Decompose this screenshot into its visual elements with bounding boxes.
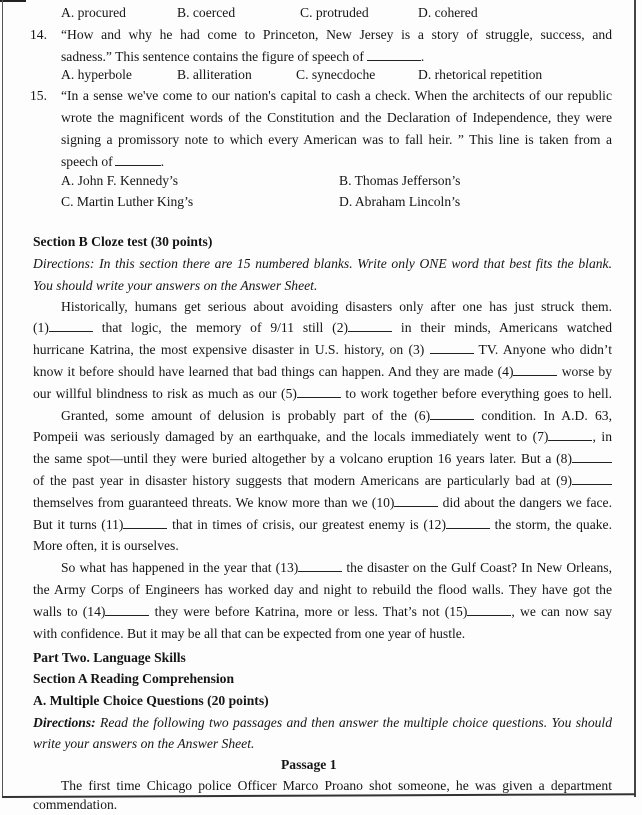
option-d: D. cohered: [418, 5, 478, 20]
question-text-cont: [61, 154, 164, 170]
question-number: 15.: [30, 88, 47, 103]
option-a: A. John F. Kennedy’s: [61, 173, 179, 188]
subsection-title: A. Multiple Choice Questions (20 points): [33, 693, 269, 708]
section-directions: You should write your answers on the Answer Sheet.: [33, 278, 318, 293]
directions-text: Read the following two passages and then answer the multiple choice questions. You should: [95, 715, 612, 730]
question-text: “In a sense we've come to our nation's capital to cash a check. When the architects of our republic: [61, 88, 612, 103]
directions: [33, 715, 612, 731]
page-border-right: [634, 0, 636, 797]
cloze-line: the Army Corps of Engineers has worked day and night to rebuild the flood walls. They have got the: [33, 582, 612, 597]
option-c: C. Martin Luther King’s: [61, 194, 194, 209]
cloze-line: Historically, humans get serious about avoiding disasters only after one has just struck them.: [61, 299, 612, 314]
scan-edge-mark: [0, 0, 26, 2]
cloze-line: But it turns (11) that in times of crisis, our greatest enemy is (12) the storm, the quake.: [33, 517, 612, 532]
question-number: 14.: [30, 27, 47, 42]
cloze-line: (1) that logic, the memory of 9/11 still (2) in their minds, Americans watched: [33, 320, 613, 335]
option-a: A. procured: [61, 5, 126, 20]
option-b: B. alliteration: [177, 67, 252, 82]
part-title: Part Two. Language Skills: [33, 650, 186, 665]
cloze-line: know it before should have learned that bad things can happen. And they are made (4) worse by: [33, 364, 612, 379]
period: .: [420, 49, 425, 64]
cloze-line: our willful blindness to risk as much as our (5) to work together before everything goes to hell.: [33, 386, 613, 401]
cloze-line: themselves from guaranteed threats. We know more than we (10) did about the dangers we face.: [33, 495, 612, 510]
option-c: C. protruded: [300, 5, 369, 20]
section-title: Section B Cloze test (30 points): [33, 234, 213, 249]
passage-text: The first time Chicago police Officer Marco Proano shot someone, he was given a department: [61, 778, 612, 793]
cloze-line: walls to (14) they were before Katrina, more or less. That’s not (15) , we can now say: [33, 604, 613, 619]
cloze-line: Pompeii was seriously damaged by an earthquake, and the locals immediately went to (7) , in: [33, 429, 612, 444]
question-text: signing a promissory note to which every American was to fall heir. ” This line is taken from a: [61, 132, 612, 147]
question-text: sadness.” This sentence contains the figure of speech of: [61, 49, 364, 64]
cloze-line: the same spot—until they were buried altogether by a volcano eruption 16 years later. But a (8): [33, 451, 612, 467]
option-b: B. coerced: [177, 5, 236, 20]
cloze-line: Granted, some amount of delusion is probably part of the (6) condition. In A.D. 63,: [61, 408, 612, 423]
passage-title: Passage 1: [281, 757, 337, 772]
option-d: D. rhetorical repetition: [418, 67, 543, 82]
cloze-line: with confidence. But it may be all that can be expected from one year of hustle.: [33, 626, 466, 641]
section-title: Section A Reading Comprehension: [33, 671, 235, 686]
cloze-line: of the past year in disaster history suggests that modern Americans are particularly bad at (9): [33, 473, 612, 489]
directions-label: Directions:: [33, 715, 96, 730]
cloze-line: So what has happened in the year that (13) the disaster on the Gulf Coast? In New Orleans,: [61, 560, 612, 575]
option-b: B. Thomas Jefferson’s: [339, 173, 461, 188]
section-directions: Directions: In this section there are 15 numbered blanks. Write only ONE word that best fits the blank.: [33, 256, 612, 271]
option-a: A. hyperbole: [61, 67, 132, 82]
directions-text: write your answers on the Answer Sheet.: [33, 736, 255, 751]
passage-text: commendation.: [33, 797, 118, 812]
cloze-line: More often, it is ourselves.: [33, 538, 179, 553]
option-d: D. Abraham Lincoln’s: [339, 194, 461, 209]
page-border-left: [2, 0, 3, 797]
cloze-line: hurricane Katrina, the most expensive disaster in U.S. history, on (3) TV. Anyone who didn’t: [33, 342, 612, 357]
answer-blank: [367, 49, 421, 61]
option-c: C. synecdoche: [296, 67, 376, 82]
period: .: [160, 154, 165, 169]
question-text: wrote the magnificent words of the Constitution and the Declaration of Independence, they were: [61, 110, 612, 125]
question-text-cont: [61, 49, 424, 65]
question-text: speech of: [61, 154, 113, 169]
question-text: “How and why he had come to Princeton, New Jersey is a story of struggle, success, and: [61, 27, 612, 42]
answer-blank: [115, 154, 161, 166]
